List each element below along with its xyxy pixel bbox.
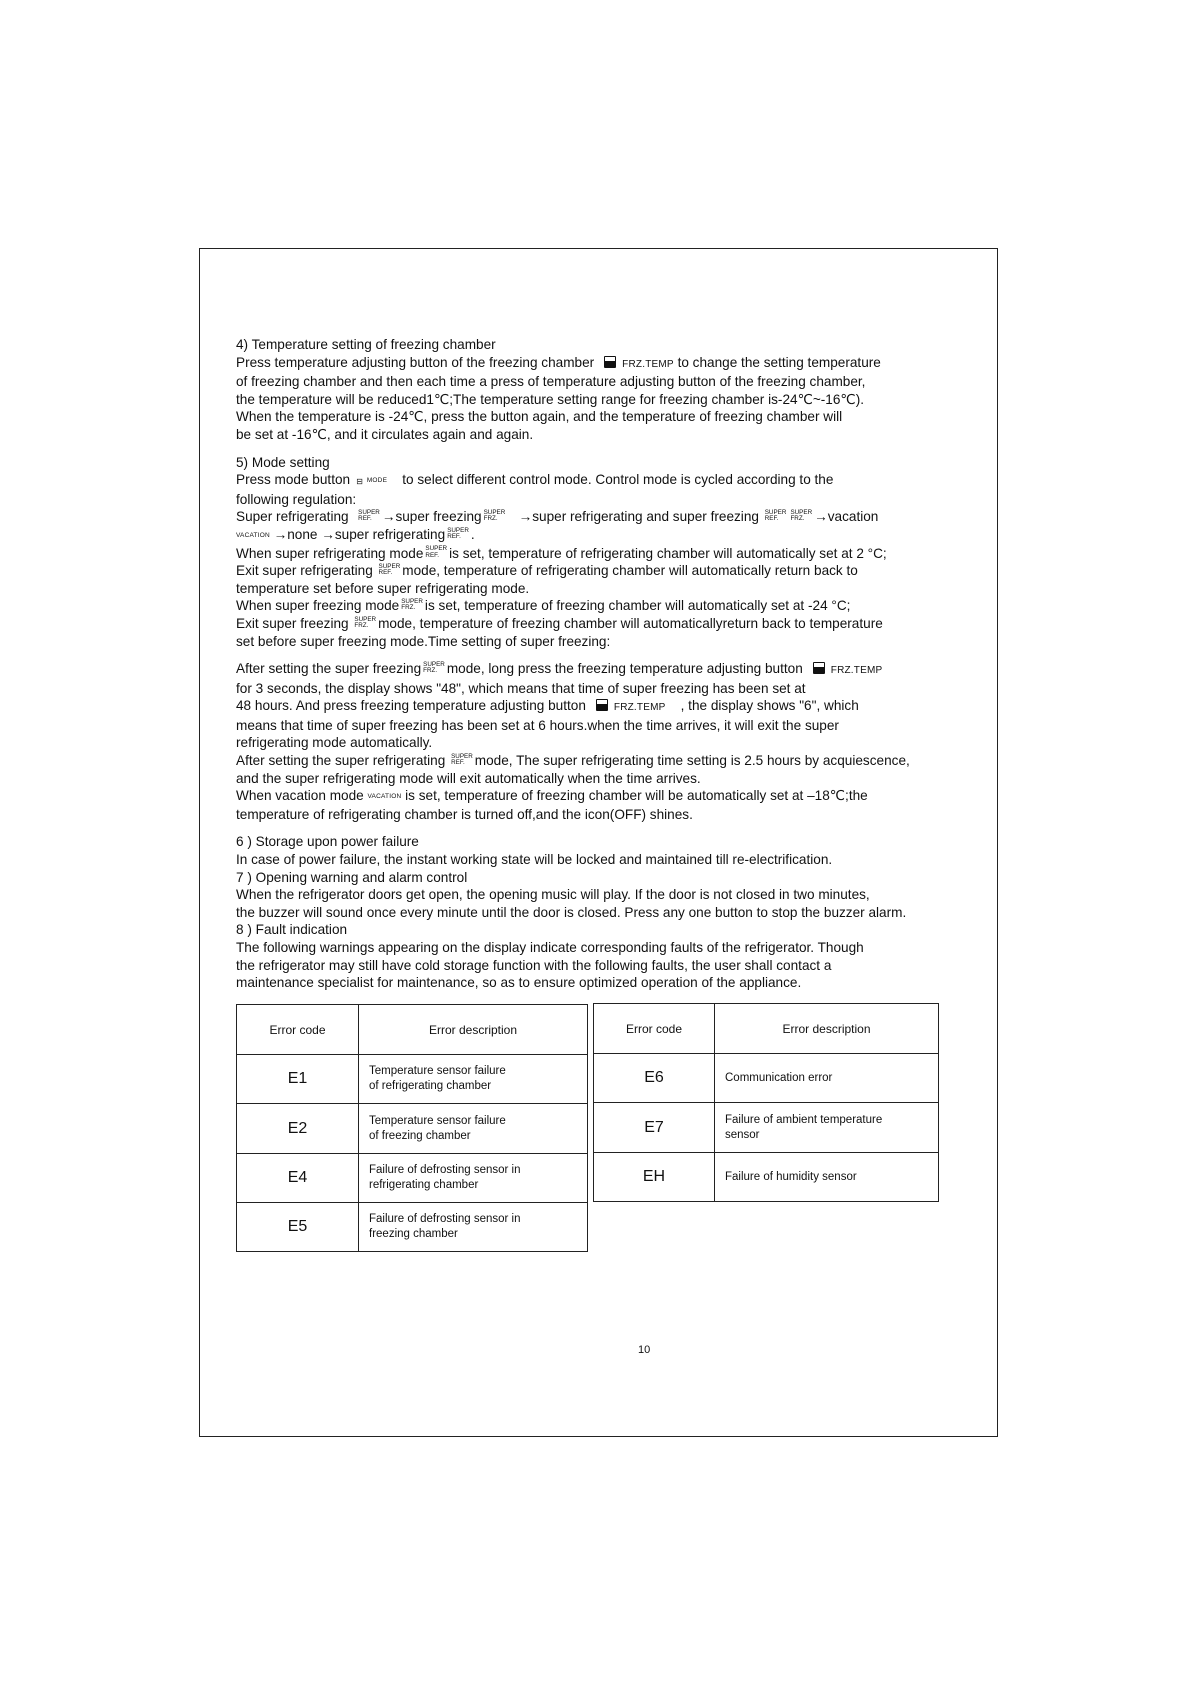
vacation-label: VACATION — [236, 531, 270, 539]
super-ref-icon: SUPER REF. — [451, 752, 473, 767]
header-error-description: Error description — [359, 1005, 588, 1055]
temp-button-icon — [813, 662, 825, 674]
text-line: The following warnings appearing on the display indicate corresponding faults of the refrigerator. Though — [236, 940, 864, 955]
text-line: the refrigerator may still have cold storage function with the following faults, the user shall contact a — [236, 957, 832, 973]
super-frz-icon: SUPER FRZ. — [354, 615, 377, 629]
frz-temp-label: FRZ.TEMP — [830, 665, 883, 677]
table-row — [237, 1055, 588, 1104]
text-line: means that time of super freezing has been set at 6 hours.when the time arrives, it will exit the super — [236, 717, 839, 733]
text-line: be set at -16℃, and it circulates again and again. — [236, 426, 534, 442]
text-line: the temperature will be reduced1℃;The temperature setting range for freezing chamber is-24℃~-16℃). — [236, 391, 864, 407]
text-line: VACATION →none →super refrigerating SUPER REF. . — [236, 526, 475, 542]
error-description-cell: Temperature sensor failure of freezing chamber — [359, 1104, 588, 1154]
error-description-cell: Failure of defrosting sensor in refrigerating chamber — [359, 1154, 588, 1203]
header-error-description: Error description — [715, 1004, 939, 1054]
super-frz-icon: SUPER FRZ. — [401, 598, 423, 612]
error-description-cell: Failure of ambient temperature sensor — [715, 1103, 939, 1153]
temp-button-icon — [604, 356, 616, 368]
text-line: and the super refrigerating mode will exit automatically when the time arrives. — [236, 770, 701, 786]
header-error-code: Error code — [594, 1004, 715, 1054]
table-row — [594, 1054, 939, 1103]
error-description-cell: Failure of humidity sensor — [715, 1153, 939, 1202]
text-line: temperature set before super refrigerating mode. — [236, 580, 530, 596]
section-4-heading: 4) Temperature setting of freezing chamber — [236, 337, 496, 352]
text-line: of freezing chamber and then each time a press of temperature adjusting button of the freezing chamber, — [236, 374, 866, 390]
mode-button-icon: ⊟ — [356, 477, 363, 487]
super-ref-icon: SUPER REF. — [764, 509, 787, 523]
text-line: Exit super freezing SUPER FRZ. mode, temperature of freezing chamber will automaticallyreturn back to temperature — [236, 615, 883, 631]
text-line: following regulation: — [236, 491, 357, 507]
table-row — [594, 1103, 939, 1153]
text-line: Exit super refrigerating SUPER REF. mode, temperature of refrigerating chamber will automatically return back to — [236, 562, 858, 579]
super-frz-icon: SUPER FRZ. — [423, 660, 445, 675]
error-description-cell: Failure of defrosting sensor in freezing chamber — [359, 1203, 588, 1252]
text-line: temperature of refrigerating chamber is turned off,and the icon(OFF) shines. — [236, 806, 693, 822]
text-line: Press temperature adjusting button of the freezing chamber FRZ.TEMP to change the setting temperature — [236, 354, 881, 370]
error-code-cell: E4 — [237, 1154, 359, 1203]
temp-button-icon — [596, 699, 608, 711]
text-line: When vacation mode VACATION is set, temperature of freezing chamber will be automatically set at –18℃;the — [236, 788, 868, 804]
text-line: maintenance specialist for maintenance, so as to ensure optimized operation of the appliance. — [236, 975, 802, 991]
error-code-table-right — [593, 1003, 939, 1202]
text-line: Super refrigerating SUPER REF. →super freezing SUPER FRZ. →super refrigerating and super freezing SUPER REF.SUPER FRZ. →vacation — [236, 509, 879, 525]
text-line: the buzzer will sound once every minute until the door is closed. Press any one button to stop the buzzer alarm. — [236, 904, 907, 920]
section-6-heading: 6 ) Storage upon power failure — [236, 834, 419, 850]
text-line: After setting the super freezing SUPER FRZ. mode, long press the freezing temperature adjusting button FRZ.TEMP — [236, 660, 883, 677]
section-8-heading: 8 ) Fault indication — [236, 922, 348, 938]
text-line: When super freezing mode SUPER FRZ. is set, temperature of freezing chamber will automatically set at -24 °C; — [236, 598, 851, 614]
text-line: Press mode button ⊟ MODE to select different control mode. Control mode is cycled according to the — [236, 472, 834, 488]
error-code-table-left — [236, 1004, 588, 1252]
super-ref-icon: SUPER REF. — [358, 509, 380, 523]
text-line: 48 hours. And press freezing temperature adjusting button FRZ.TEMP , the display shows "6", which — [236, 698, 859, 714]
text-line: set before super freezing mode.Time setting of super freezing: — [236, 633, 611, 649]
table-row — [594, 1153, 939, 1202]
text-line: In case of power failure, the instant working state will be locked and maintained till re-electrification. — [236, 852, 833, 868]
error-description-cell: Communication error — [715, 1054, 939, 1103]
super-ref-icon: SUPER REF. — [447, 526, 469, 540]
page-number: 10 — [638, 1344, 651, 1356]
text-line: refrigerating mode automatically. — [236, 735, 433, 751]
text-line: When the refrigerator doors get open, the opening music will play. If the door is not closed in two minutes, — [236, 887, 870, 903]
error-code-cell: E2 — [237, 1104, 359, 1154]
table-row — [237, 1104, 588, 1154]
error-code-cell: E5 — [237, 1203, 359, 1252]
error-code-cell: E7 — [594, 1103, 715, 1153]
header-error-code: Error code — [237, 1005, 359, 1055]
text-line: for 3 seconds, the display shows "48", which means that time of super freezing has been set at — [236, 680, 806, 696]
super-frz-icon: SUPER FRZ. — [790, 509, 813, 523]
super-ref-icon: SUPER REF. — [378, 562, 401, 577]
frz-temp-label: FRZ.TEMP — [622, 358, 674, 370]
error-code-cell: E1 — [237, 1055, 359, 1104]
mode-label: MODE — [366, 477, 388, 485]
error-code-cell: EH — [594, 1153, 715, 1202]
error-description-cell: Temperature sensor failure of refrigerating chamber — [359, 1055, 588, 1104]
vacation-label: VACATION — [367, 793, 402, 801]
table-row — [237, 1203, 588, 1252]
text-line: When the temperature is -24℃, press the button again, and the temperature of freezing chamber will — [236, 409, 843, 425]
manual-text — [236, 336, 996, 992]
super-ref-icon: SUPER REF. — [425, 545, 448, 559]
section-7-heading: 7 ) Opening warning and alarm control — [236, 869, 468, 885]
table-row — [237, 1154, 588, 1203]
text-line: After setting the super refrigerating SUPER REF. mode, The super refrigerating time setting is 2.5 hours by acquiescence, — [236, 752, 910, 769]
section-5-heading: 5) Mode setting — [236, 454, 330, 470]
text-line: When super refrigerating mode SUPER REF. is set, temperature of refrigerating chamber will automatically set at 2 °C; — [236, 545, 887, 561]
frz-temp-label: FRZ.TEMP — [613, 702, 666, 714]
error-code-cell: E6 — [594, 1054, 715, 1103]
super-frz-icon: SUPER FRZ. — [483, 509, 506, 523]
